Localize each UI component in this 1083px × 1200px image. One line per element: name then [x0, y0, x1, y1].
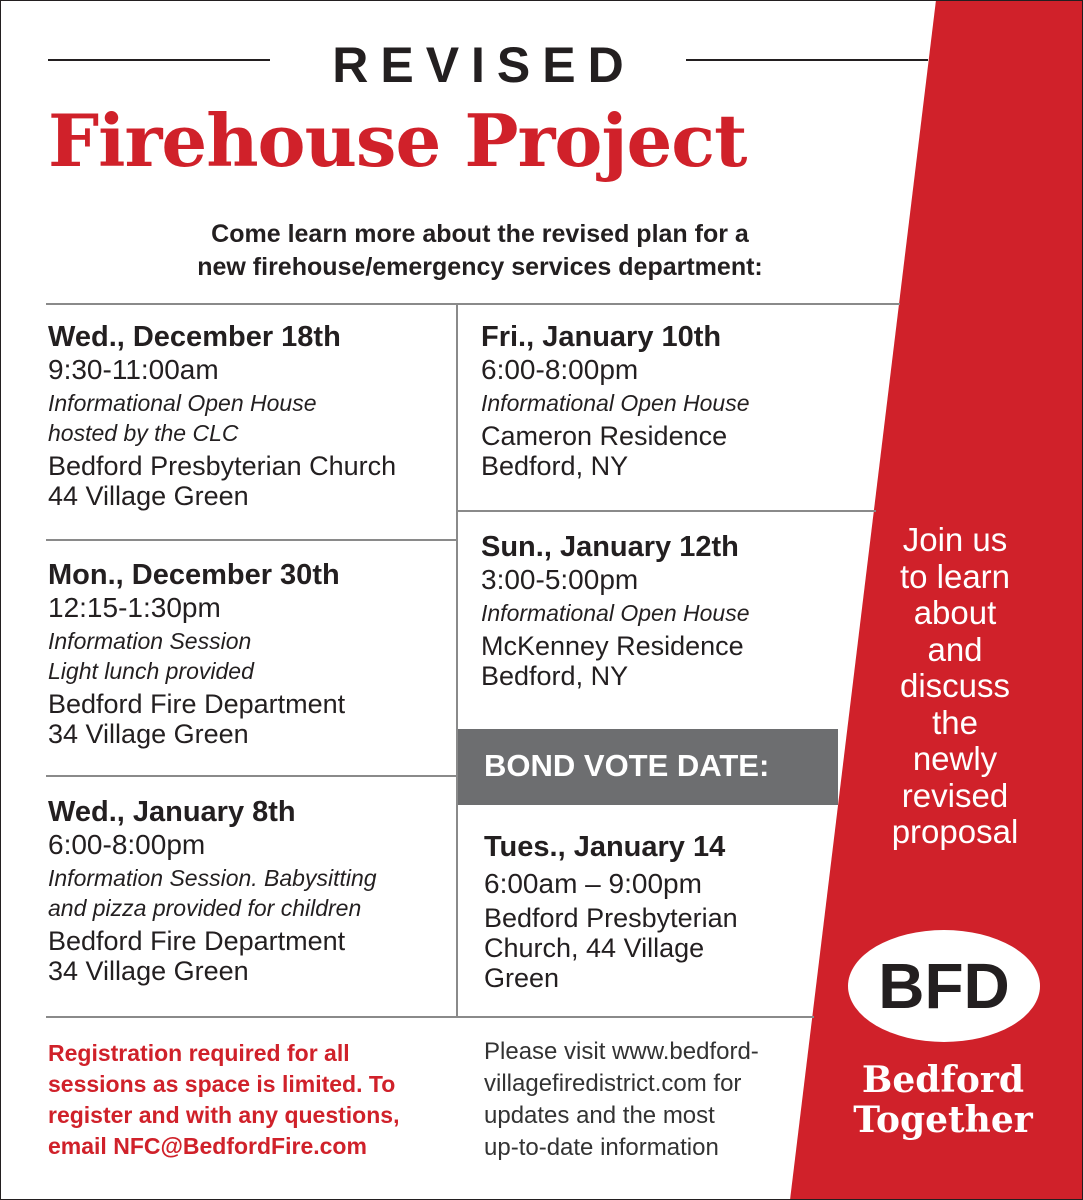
event-description-line: Informational Open House — [481, 600, 750, 626]
left-divider-1 — [46, 539, 456, 541]
event-description — [48, 863, 377, 923]
bond-vote-day: Tues., January 14 — [484, 831, 726, 863]
event-location-line: Bedford, NY — [481, 451, 629, 481]
event-description — [48, 626, 345, 686]
event-description — [481, 388, 750, 418]
registration-line: email NFC@BedfordFire.com — [48, 1133, 367, 1159]
bond-vote-card — [484, 830, 738, 993]
event-day: Wed., January 8th — [48, 796, 296, 828]
visit-line: Please visit www.bedford- — [484, 1038, 759, 1065]
bfd-logo-text: BFD — [878, 950, 1010, 1022]
event-card — [481, 320, 750, 481]
event-description-line: Informational Open House — [481, 390, 750, 416]
event-description-line: Light lunch provided — [48, 658, 254, 684]
event-description-line: and pizza provided for children — [48, 895, 362, 921]
event-card — [48, 795, 377, 986]
event-location-line: Bedford Fire Department — [48, 926, 346, 956]
event-description-line: Informational Open House — [48, 390, 317, 416]
join-line: Join us — [902, 521, 1008, 558]
event-card — [481, 530, 750, 691]
event-location — [481, 631, 750, 691]
event-location-line: 34 Village Green — [48, 719, 249, 749]
join-line: discuss — [899, 667, 1011, 704]
event-location — [48, 451, 396, 511]
event-location-line: Cameron Residence — [481, 421, 728, 451]
event-location-line: Bedford, NY — [481, 661, 629, 691]
registration-note — [48, 1038, 399, 1162]
event-location-line: Bedford Presbyterian Church — [48, 451, 397, 481]
revised-label: REVISED — [332, 37, 636, 93]
event-description-line: Information Session. Babysitting — [48, 865, 377, 891]
event-day: Fri., January 10th — [481, 321, 722, 353]
event-description-line: hosted by the CLC — [48, 420, 239, 446]
together-line: Together — [853, 1099, 1033, 1141]
visit-line: updates and the most — [484, 1102, 715, 1129]
grid-top-divider — [46, 303, 900, 305]
join-line: and — [927, 630, 983, 668]
bond-vote-location-line: Bedford Presbyterian — [484, 903, 738, 933]
grid-center-divider — [456, 303, 458, 1017]
bfd-logo — [846, 928, 1042, 1044]
bond-vote-location-line: Church, 44 Village — [484, 933, 705, 963]
event-location-line: McKenney Residence — [481, 631, 744, 661]
event-location-line: 34 Village Green — [48, 956, 249, 986]
event-time: 6:00-8:00pm — [481, 354, 639, 385]
bedford-together-text — [838, 1060, 1048, 1140]
page-title: Firehouse Project — [48, 98, 747, 183]
registration-line: register and with any questions, — [48, 1102, 400, 1128]
together-line: Bedford — [861, 1059, 1025, 1101]
event-time: 9:30-11:00am — [48, 354, 219, 385]
join-line: newly — [912, 740, 998, 777]
intro-line-1: Come learn more about the revised plan for a — [211, 220, 749, 248]
visit-note — [484, 1036, 759, 1164]
event-location — [481, 421, 750, 481]
event-description — [481, 598, 750, 628]
event-description-line: Information Session — [48, 628, 252, 654]
bond-vote-location — [484, 903, 738, 993]
event-day: Mon., December 30th — [48, 559, 340, 591]
join-line: proposal — [891, 813, 1019, 850]
event-location — [48, 689, 345, 749]
join-us-text — [870, 522, 1040, 851]
left-divider-2 — [46, 775, 456, 777]
bond-vote-time: 6:00am – 9:00pm — [484, 868, 702, 899]
event-description — [48, 388, 396, 448]
join-line: revised — [901, 776, 1009, 814]
event-location-line: 44 Village Green — [48, 481, 249, 511]
join-line: about — [913, 594, 997, 631]
bond-vote-location-line: Green — [484, 963, 560, 993]
visit-line: villagefiredistrict.com for — [484, 1070, 742, 1097]
right-divider-1 — [456, 510, 876, 512]
event-day: Sun., January 12th — [481, 531, 739, 563]
bond-vote-label: BOND VOTE DATE: — [484, 748, 770, 783]
intro-text — [40, 218, 920, 284]
event-location — [48, 926, 377, 986]
event-time: 6:00-8:00pm — [48, 829, 206, 860]
event-time: 3:00-5:00pm — [481, 564, 639, 595]
grid-bottom-divider — [46, 1016, 814, 1018]
join-line: the — [932, 703, 978, 741]
event-card — [48, 558, 345, 749]
intro-line-2: new firehouse/emergency services department: — [197, 253, 763, 281]
join-line: to learn — [899, 557, 1011, 595]
event-day: Wed., December 18th — [48, 321, 341, 353]
visit-line: up-to-date information — [484, 1134, 719, 1161]
event-card — [48, 320, 396, 511]
registration-line: sessions as space is limited. To — [48, 1071, 396, 1097]
registration-line: Registration required for all — [48, 1040, 350, 1066]
event-time: 12:15-1:30pm — [48, 592, 221, 623]
event-location-line: Bedford Fire Department — [48, 689, 346, 719]
